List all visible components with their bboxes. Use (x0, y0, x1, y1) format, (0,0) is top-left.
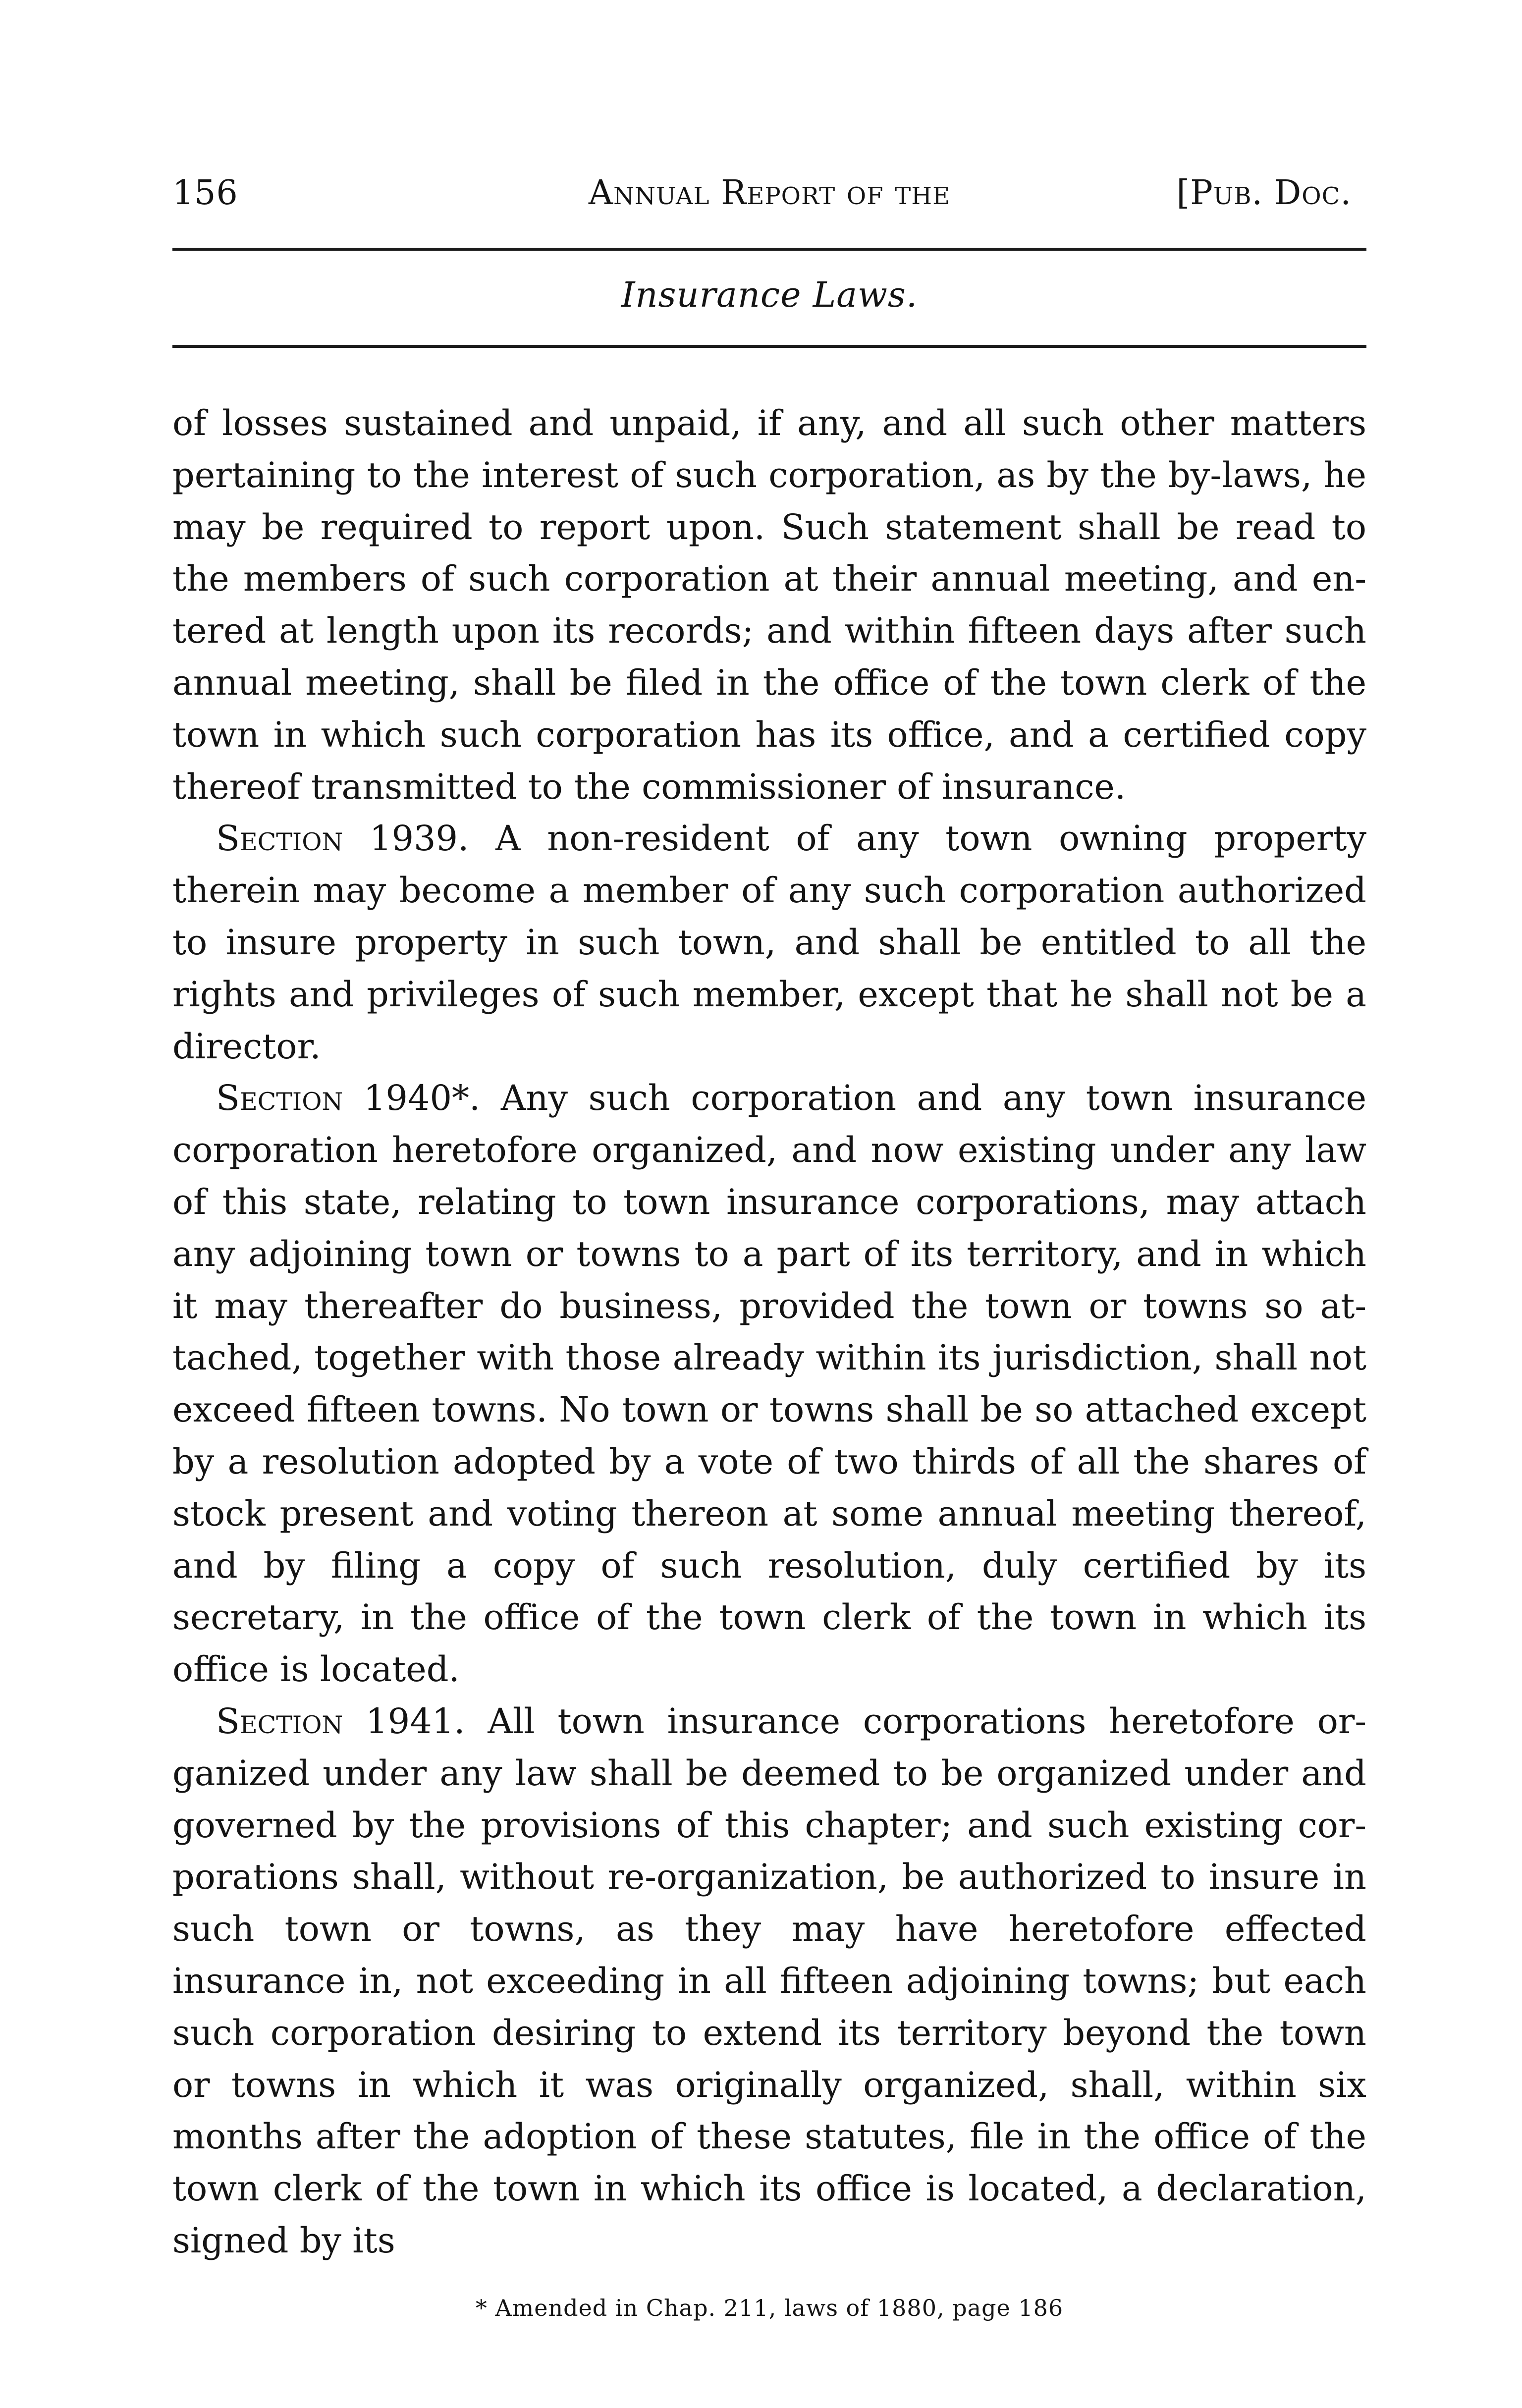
continuation-paragraph: of losses sustained and unpaid, if any, and all such other matters pertaining to the interest of such corporation, as by the by-laws, he may be required to report upon. Such statement shall be read to the members of such corporation at their annual meeting, and entered at length upon its records; and within fifteen days after such annual meeting, shall be filed in the office of the town clerk of the town in which such corporation has its office, and a certified copy thereof transmitted to the commissioner of insurance. (172, 403, 1366, 807)
section-1939-label: Section 1939. (216, 818, 469, 859)
section-heading: Insurance Laws. (621, 274, 918, 315)
header-rule-bottom (172, 345, 1366, 348)
section-1941-paragraph (172, 1696, 1366, 2267)
section-1939-text: A non-resident of any town owning property therein may become a member of any such corporation authorized to insure property in such town, and shall be entitled to all the rights and privileges of such member, except that he shall not be a director. (172, 818, 1366, 1067)
page-number: 156 (172, 173, 238, 213)
running-head (172, 164, 1366, 218)
publication-document-label: [Pub. Doc. (1176, 173, 1352, 213)
section-1941-label: Section 1941. (216, 1700, 465, 1742)
section-1940-paragraph (172, 1072, 1366, 1696)
report-title: Annual Report of the (588, 173, 951, 213)
body-text (172, 397, 1366, 2267)
footnote: * Amended in Chap. 211, laws of 1880, page 186 (475, 2294, 1064, 2321)
section-1940-text: Any such corporation and any town insurance corporation heretofore organized, and now existing under any law of this state, relating to town insurance corporations, may attach any adjoining town or towns to a part of its territory, and in which it may thereafter do business, provided the town or towns so attached, together with those already within its jurisdiction, shall not exceed fifteen towns. No town or towns shall be so attached except by a resolution adopted by a vote of two thirds of all the shares of stock present and voting thereon at some annual meeting thereof, and by filing a copy of such resolution, duly certified by its secretary, in the office of the town clerk of the town in which its office is located. (172, 1078, 1366, 1690)
section-1940-label: Section 1940*. (216, 1078, 481, 1119)
document-page (172, 164, 1366, 2321)
section-1939-paragraph (172, 813, 1366, 1072)
section-1941-text: All town insurance corporations heretofore organized under any law shall be deemed to be organized under and governed by the provisions of this chapter; and such existing corporations shall, without re-organization, be authorized to insure in such town or towns, as they may have heretofore effected insurance in, not exceeding in all fifteen adjoining towns; but each such corporation desiring to extend its territory beyond the town or towns in which it was originally organized, shall, within six months after the adoption of these statutes, file in the office of the town clerk of the town in which its office is located, a declaration, signed by its (172, 1700, 1366, 2261)
